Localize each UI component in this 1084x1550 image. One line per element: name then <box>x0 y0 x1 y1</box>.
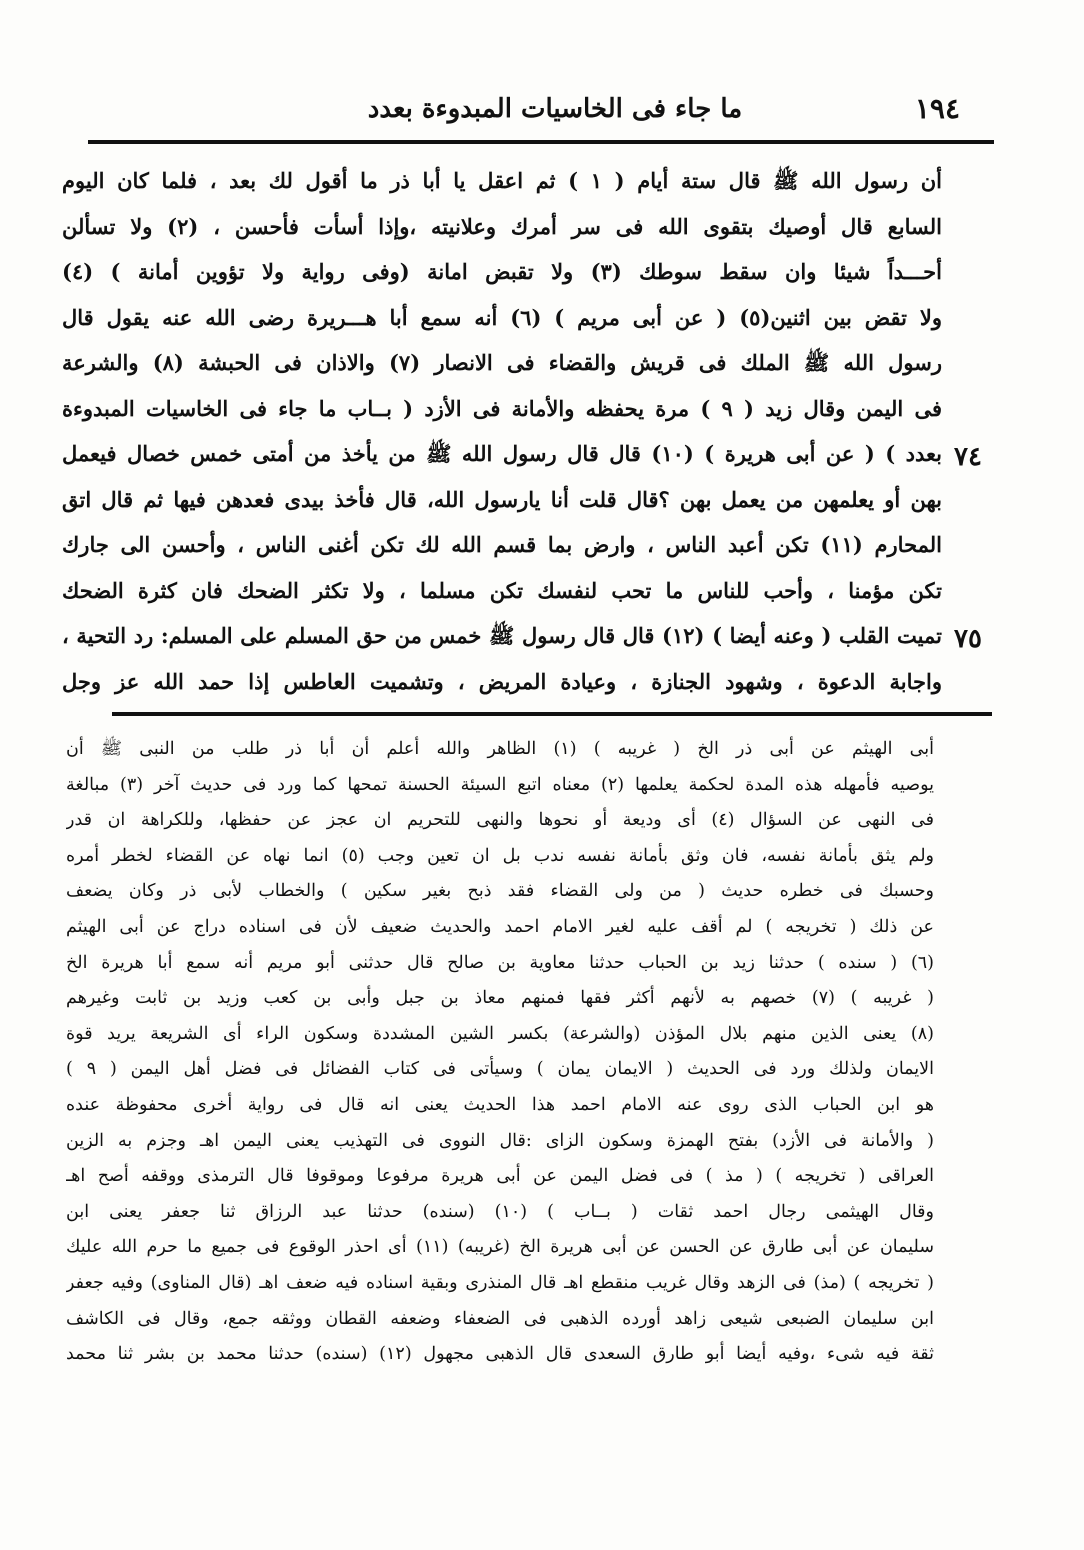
header-rule <box>88 140 994 144</box>
main-text <box>62 158 942 704</box>
page-header <box>150 92 960 128</box>
main-line: تميت القلب ( وعنه أيضا ) (١٢) قال قال رسول ﷺ خمس من حق المسلم على المسلم: رد التحية ، <box>62 623 942 648</box>
footnote-line: العراقى ( تخريجه ) ( مذ ) فى فضل اليمن عن أبى هريرة مرفوعا وموقوفا قال الترمذى ووقفه أصح اهـ <box>66 1166 934 1187</box>
main-line: السابع قال أوصيك بتقوى الله فى سر أمرك وعلانيته ،وإذا أسأت فأحسن ، (٢) ولا تسألن <box>62 213 942 239</box>
footnote-line: ( تخريجه ) (مذ) فى الزهد وقال غريب منقطع اهـ قال المنذرى وبقية اسناده فيه ضعف اهـ (قال المناوى) وفيه جعفر <box>66 1272 934 1293</box>
main-line: أحـــداً شيئا وان سقط سوطك (٣) ولا تقبض امانة (وفى رواية ولا تؤوين أمانة ) (٤) <box>62 259 942 284</box>
footnote-line: ولم يثق بأمانة نفسه، فان وثق بأمانة نفسه ندب بل ان تعين وجب (٥) انما نهاه عن القضاء لخطر أمره <box>66 845 934 866</box>
running-title: ما جاء فى الخاسيات المبدوءة بعدد <box>367 94 743 124</box>
main-line: تكن مؤمنا ، وأحب للناس ما تحب لنفسك تكن مسلما ، ولا تكثر الضحك فان كثرة الضحك <box>62 577 942 603</box>
footnote-line: فى النهى عن السؤال (٤) أى وديعة أو نحوها والنهى للتحريم ان عجز عن حفظها، وللكراهة ان قدر <box>66 810 934 831</box>
footnote-rule <box>112 712 992 716</box>
footnote-line: وقال الهيثمى رجال احمد ثقات ( بــاب ) (١٠) (سنده) حدثنا عبد الرزاق ثنا جعفر يعنى ابن <box>66 1201 934 1222</box>
footnote-line: الايمان ولذلك ورد فى الحديث ( الايمان يمان ) وسيأتى فى كتاب الفضائل فى فضل أهل اليمن ( ٩ ) <box>66 1059 934 1080</box>
footnote-line: أبى الهيثم عن أبى ذر الخ ( غريبه ) (١) الظاهر والله أعلم أن أبا ذر طلب من النبى ﷺ أن <box>66 739 934 759</box>
main-line: أن رسول الله ﷺ قال ستة أيام ( ١ ) ثم اعقل يا أبا ذر ما أقول لك بعد ، فلما كان اليوم <box>62 168 942 193</box>
footnote-line: ( غريبه ) (٧) خصهم به لأنهم أكثر فقها فمنهم معاذ بن جبل وأبى بن كعب وزيد بن ثابت وغيرهم <box>66 988 934 1009</box>
footnote-line: ثقة فيه شىء ،وفيه أيضا أبو طارق السعدى قال الذهبى مجهول (١٢) (سنده) حدثنا محمد بن بشر ثنا محمد <box>66 1344 934 1365</box>
main-line: ولا تقض بين اثنين(٥) ( عن أبى مريم ) (٦) أنه سمع أبا هـــريرة رضى الله عنه يقول قال <box>62 304 942 330</box>
footnote-line: سليمان عن أبى طارق عن الحسن عن أبى هريرة الخ (غريبه) (١١) أى احذر الوقوع فى جميع ما حرم الله عليك <box>66 1237 934 1258</box>
footnote-line: وحسبك فى خطره حديث ( من ولى القضاء فقد ذبح بغير سكين ) والخطاب لأبى ذر وكان يضعف <box>66 881 934 902</box>
main-line: المحارم (١١) تكن أعبد الناس ، وارض بما قسم الله لك تكن أغنى الناس ، وأحسن الى جارك <box>62 532 942 557</box>
footnote-line: هو ابن الحباب الذى روى عنه الامام احمد هذا الحديث يعنى انه قال فى رواية أخرى محفوظة عنده <box>66 1094 934 1115</box>
main-line: واجابة الدعوة ، وشهود الجنازة ، وعيادة المريض ، وتشميت العاطس إذا حمد الله عز وجل <box>62 668 942 694</box>
main-line: رسول الله ﷺ الملك فى قريش والقضاء فى الانصار (٧) والاذان فى الحبشة (٨) والشرعة <box>62 350 942 375</box>
page-number: ١٩٤ <box>914 92 960 125</box>
main-line: فى اليمن وقال زيد ( ٩ ) مرة يحفظه والأمانة فى الأزد ( بــاب ما جاء فى الخاسيات المبدوءة <box>62 395 942 421</box>
hadith-number: ٧٥ <box>954 624 982 654</box>
footnote-line: (٨) يعنى الذين منهم بلال المؤذن (والشرعة) بكسر الشين المشددة وسكون الراء أى الشريعة يريد قوة <box>66 1023 934 1044</box>
footnote-line: (٦) ( سنده ) حدثنا زيد بن الحباب حدثنا معاوية بن صالح قال حدثنى أبو مريم أنه سمع أبا هريرة الخ <box>66 952 934 973</box>
footnote-line: يوصيه فأمهله هذه المدة لحكمة يعلمها (٢) معناه اتبع السيئة الحسنة تمحها كما ورد فى حديث آخر (٣) مبالغة <box>66 774 934 795</box>
footnotes <box>66 732 934 1373</box>
hadith-number: ٧٤ <box>954 442 982 472</box>
footnote-line: ( والأمانة فى الأزد) بفتح الهمزة وسكون الزاى :قال النووى فى التهذيب يعنى اليمن اهـ وجزم به الزين <box>66 1130 934 1151</box>
footnote-line: ابن سليمان الضبعى شيعى زاهد أورده الذهبى فى الضعفاء وضعفه القطان ووثقه جمع، وقال فى الكاشف <box>66 1308 934 1329</box>
main-line: بعدد ) ( عن أبى هريرة ) (١٠) قال قال رسول الله ﷺ من يأخذ من أمتى خمس خصال فيعمل <box>62 441 942 466</box>
footnote-line: عن ذلك ( تخريجه ) لم أقف عليه لغير الامام احمد والحديث ضعيف لأن فى اسناده دراج عن أبى الهيثم <box>66 916 934 937</box>
main-line: بهن أو يعلمهن من يعمل بهن ؟قال قلت أنا يارسول الله، قال فأخذ بيدى فعدهن فيها ثم قال اتق <box>62 486 942 512</box>
